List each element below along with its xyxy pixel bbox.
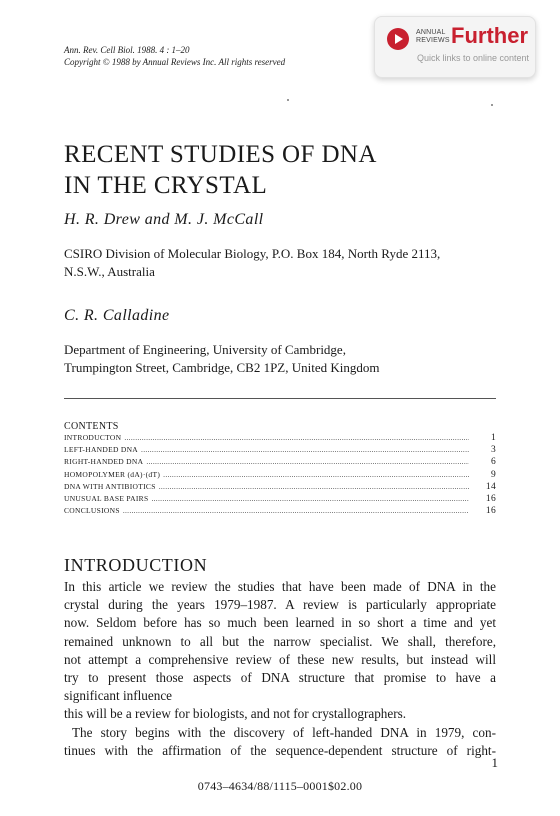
toc-label: LEFT-HANDED DNA [64, 445, 139, 455]
copyright-notice: Copyright © 1988 by Annual Reviews Inc. All rights reserved [64, 57, 286, 67]
toc-page: 16 [485, 493, 496, 504]
body-line: The story begins with the discovery of left-handed DNA in 1979, con- [72, 724, 496, 740]
reviews-label: REVIEWS [416, 37, 450, 44]
toc-entry-conclusions[interactable] [64, 506, 496, 518]
body-line: now. Seldom before has so much been learned in so short a time and yet [64, 615, 496, 631]
body-line: tinues with the affirmation of the sequence-dependent structure of right- [64, 742, 496, 758]
affiliation-2-line-1: Department of Engineering, University of Cambridge, [64, 342, 346, 357]
toc-leader [146, 457, 469, 466]
toc-page: 16 [485, 506, 496, 517]
toc-label: CONCLUSIONS [64, 506, 120, 516]
body-line: this will be a review for biologists, and not for crystallographers. [64, 706, 407, 722]
journal-citation: Ann. Rev. Cell Biol. 1988. 4 : 1–20 [64, 45, 190, 55]
annual-label: ANNUAL [416, 29, 446, 36]
section-divider [64, 398, 496, 399]
contents-heading: CONTENTS [64, 421, 119, 432]
article-title [64, 139, 377, 201]
affiliation-1-line-2: N.S.W., Australia [64, 264, 155, 279]
toc-entry-left-handed-dna[interactable] [64, 445, 496, 457]
annual-reviews-wordmark [416, 29, 450, 45]
title-line-1: RECENT STUDIES OF DNA [64, 141, 377, 168]
journal-citation-block [64, 44, 285, 68]
toc-leader [163, 470, 469, 479]
affiliation-1 [64, 245, 504, 281]
page-speck [491, 104, 493, 106]
toc-leader [151, 494, 469, 503]
toc-leader [141, 445, 469, 454]
toc-leader [123, 506, 469, 515]
further-label: Further [451, 23, 528, 48]
body-line: remained unknown to all but the narrow specialist. We shall, therefore, [64, 633, 496, 649]
affiliation-2-line-2: Trumpington Street, Cambridge, CB2 1PZ, United Kingdom [64, 360, 380, 375]
affiliation-2 [64, 341, 504, 377]
page-number: 1 [491, 755, 498, 770]
toc-page: 6 [490, 457, 496, 468]
toc-label: UNUSUAL BASE PAIRS [64, 493, 149, 503]
page-speck [287, 99, 289, 101]
toc-page: 1 [490, 433, 496, 443]
toc-label: INTRODUCTON [64, 433, 122, 442]
toc-entry-dna-with-antibiotics[interactable] [64, 482, 496, 494]
toc-leader [124, 433, 469, 442]
toc-page: 9 [490, 469, 496, 480]
toc-entry-unusual-base-pairs[interactable] [64, 494, 496, 506]
further-banner[interactable] [374, 16, 536, 78]
table-of-contents [64, 433, 496, 518]
author-names-2: C. R. Calladine [64, 307, 170, 324]
toc-page: 14 [485, 481, 496, 492]
toc-label: DNA WITH ANTIBIOTICS [64, 481, 156, 491]
body-line: In this article we review the studies that have been made of DNA in the [64, 579, 496, 594]
body-line: not attempt a comprehensive review of these new results, but instead will [64, 651, 496, 667]
introduction-heading: INTRODUCTION [64, 555, 208, 575]
body-line: crystal during the years 1979–1987. A review is particularly appropriate [64, 597, 496, 613]
toc-entry-introduction[interactable] [64, 433, 496, 445]
author-names-1: H. R. Drew and M. J. McCall [64, 211, 264, 228]
affiliation-1-line-1: CSIRO Division of Molecular Biology, P.O. Box 184, North Ryde 2113, [64, 246, 441, 261]
further-tagline: Quick links to online content [417, 53, 530, 63]
toc-label: RIGHT-HANDED DNA [64, 457, 144, 467]
body-line: significant influence [64, 688, 173, 704]
body-line: try to present those aspects of DNA structure that promise to have a [64, 670, 496, 686]
article-code: 0743–4634/88/1115–0001$02.00 [197, 779, 363, 793]
toc-entry-homopolymer[interactable] [64, 470, 496, 482]
introduction-body [64, 578, 496, 760]
annual-reviews-play-logo-icon [387, 28, 409, 50]
toc-leader [159, 482, 469, 491]
title-line-2: IN THE CRYSTAL [64, 172, 268, 199]
toc-page: 3 [490, 445, 496, 456]
toc-entry-right-handed-dna[interactable] [64, 457, 496, 469]
toc-label: HOMOPOLYMER (dA)·(dT) [64, 469, 161, 479]
